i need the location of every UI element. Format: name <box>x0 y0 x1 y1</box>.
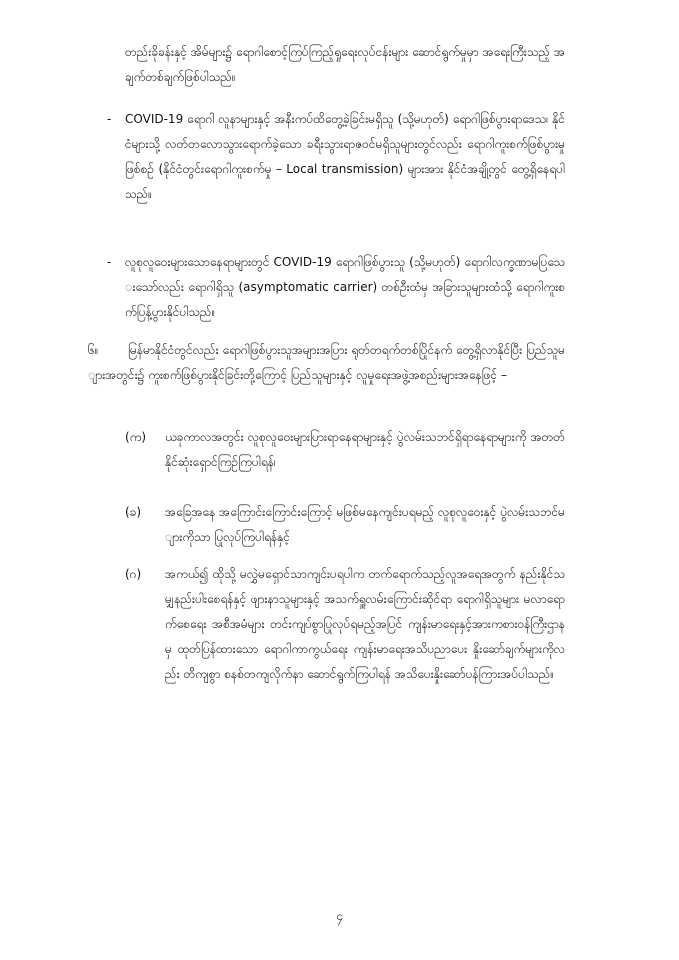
bullet-text: လူစုလူဝေးများသောနေရာများတွင် COVID-19 ရောဂါဖြစ်ပွားသူ (သို့မဟုတ်) ရောဂါလက္ခဏာမပြသေးသော်လည်း ရောဂါရှိသူ (asymptomatic carrier) တစ်ဦးထံမှ အခြားသူများထံသို့ ရောဂါကူးစက်ပြန့်ပွားနိုင်ပါသည်။ <box>125 255 565 319</box>
bullet-text-asymptomatic <box>125 250 565 325</box>
sub-item-label: (ခ) <box>125 505 142 519</box>
sub-item-label: (ဂ) <box>125 567 142 581</box>
page-number: ၄ <box>336 909 343 923</box>
bullet-text-local-transmission <box>125 107 565 207</box>
bullet-text: COVID-19 ရောဂါ လူနာများနှင့် အနီးကပ်ထိတွေ့ခဲ့ခြင်းမရှိသူ (သို့မဟုတ်) ရောဂါဖြစ်ပွားရာဒေသ၊ နိုင်ငံများသို့ လတ်တလောသွားရောက်ခဲ့သော ခရီးသွားရာဇဝင်မရှိသူများတွင်လည်း ရောဂါကူးစက်ဖြစ်ပွားမှုဖြစ်စဉ် (နိုင်ငံတွင်းရောဂါကူးစက်မှု – Local transmission) များအား နိုင်ငံအချို့တွင် တွေ့ရှိနေရပါသည်။ <box>125 112 565 201</box>
sub-item-text: ယခုကာလအတွင်း လူစုလူဝေးများပြားရာနေရာများနှင့် ပွဲလမ်းသဘင်ရှိရာနေရာများကို အတတ်နိုင်ဆုံးရှောင်ကြဉ်ကြပါရန်၊ <box>165 430 565 469</box>
sub-item-text: အခြေအနေ အကြောင်းကြောင်းကြောင့် မဖြစ်မနေကျင်းပရမည့် လူစုလူဝေးနှင့် ပွဲလမ်းသဘင်များကိုသာ ပြုလုပ်ကြပါရန်နှင့် <box>165 505 565 544</box>
sub-item-text: အကယ်၍ ထိုသို့ မလွှဲမရှောင်သာကျင်းပရပါက တက်ရောက်သည့်လူအရေအတွက် နည်းနိုင်သမျှနည်းပါးစေရန်နှင့် ဖျားနာသူများနှင့် အသက်ရှူလမ်းကြောင်းဆိုင်ရာ ရောဂါရှိသူများ မလာရောက်စေရေး အစီအမံများ တင်းကျပ်စွာပြုလုပ်ရမည့်အပြင် ကျန်းမာရေးနှင့်အားကစားဝန်ကြီးဌာနမှ ထုတ်ပြန်ထားသော ရောဂါကာကွယ်ရေး ကျန်းမာရေးအသိပညာပေး နှိုးဆော်ချက်များကိုလည်း တိကျစွာ စနစ်တကျလိုက်နာ ဆောင်ရွက်ကြပါရန် အသိပေးနှိုးဆော်ပန်ကြားအပ်ပါသည်။ <box>165 567 565 681</box>
bullet-marker: - <box>107 112 112 126</box>
continued-paragraph: တည်းခိုခန်းနှင့် အိမ်များ၌ ရောဂါစောင့်ကြပ်ကြည့်ရှုရေးလုပ်ငန်းများ ဆောင်ရွက်မှုမှာ အရေးကြီးသည့် အချက်တစ်ချက်ဖြစ်ပါသည်။ <box>125 45 565 84</box>
section-text: မြန်မာနိုင်ငံတွင်လည်း ရောဂါဖြစ်ပွားသူအများအပြား ရုတ်တရက်တစ်ပြိုင်နက် တွေ့ရှိလာနိုင်ပြီး ပြည်သူများအတွင်း၌ ကူးစက်ဖြစ်ပွားနိုင်ခြင်းတို့ကြောင့် ပြည်သူများနှင့် လူမှုရေးအဖွဲ့အစည်းများအနေဖြင့် – <box>88 343 565 382</box>
bullet-marker: - <box>107 255 112 269</box>
section-number: ၆။ <box>88 343 99 357</box>
sub-item-label: (က) <box>125 430 147 444</box>
